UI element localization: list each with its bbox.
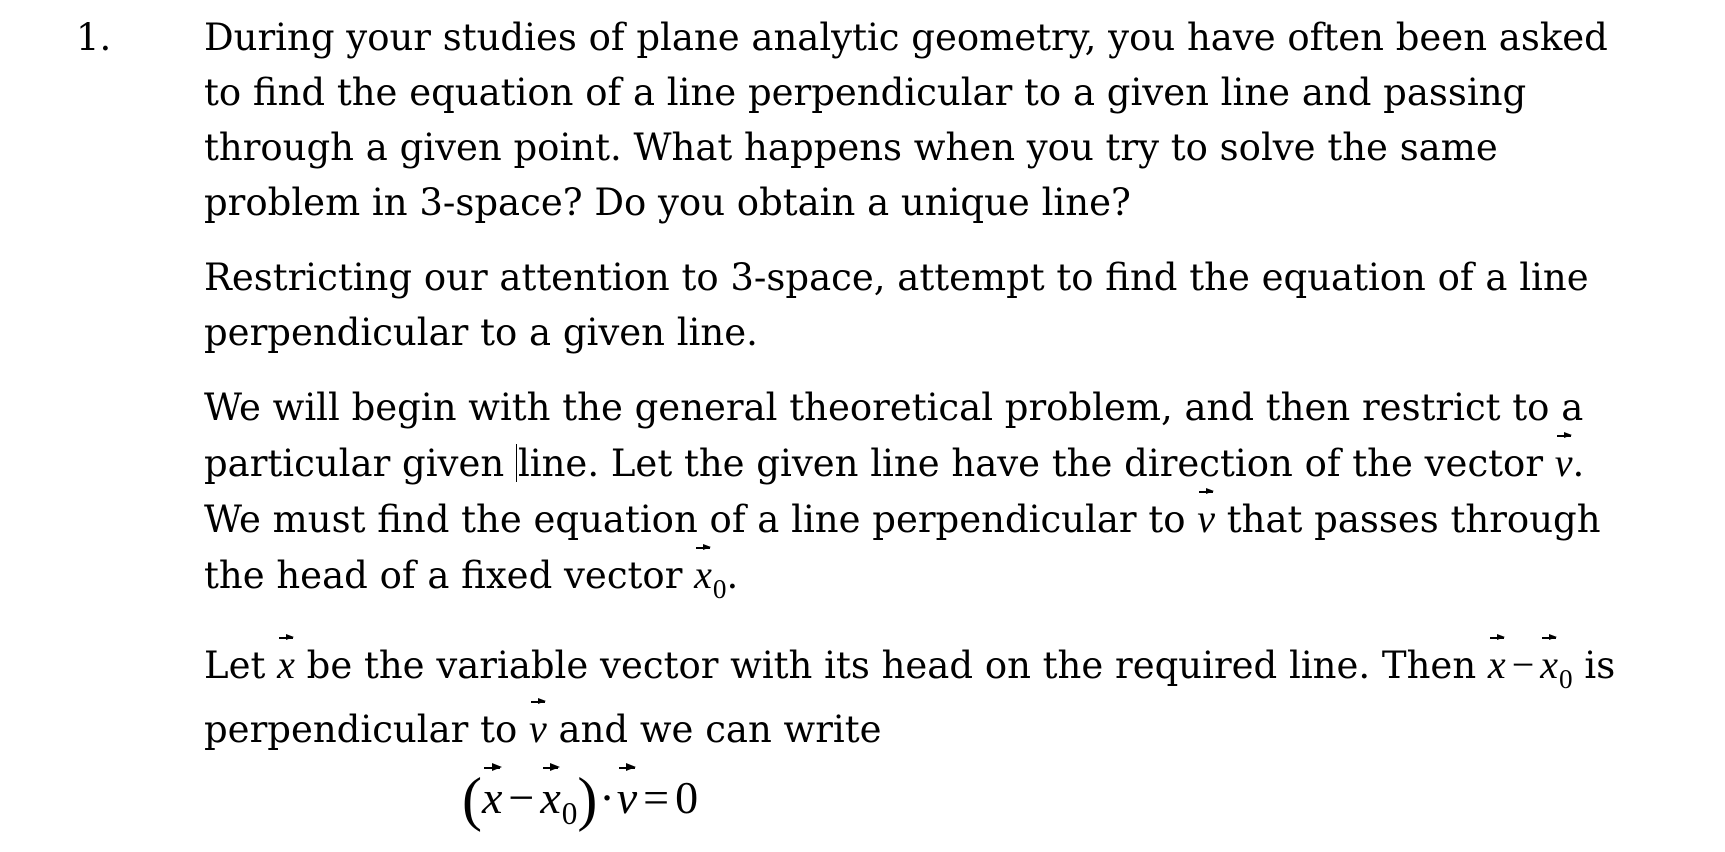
theory-text-2: line. Let the given line have the direction of the vector (517, 442, 1555, 485)
difference-expression: $x - x_0$ (1488, 642, 1573, 687)
theory-text-5: . (726, 554, 739, 597)
problem-body (204, 10, 1644, 760)
paragraph-derivation (204, 635, 1644, 760)
vector-x0: $x_0$ (694, 552, 726, 597)
paragraph-restriction: Restricting our attention to 3-space, attempt to find the equation of a line perpendicular to a given line. (204, 256, 1589, 354)
vector-v: v (1555, 440, 1573, 485)
derivation-text-1: Let (204, 644, 278, 687)
perpendicularity-equation: $(x - x_0)\cdot v = 0$ (462, 766, 699, 832)
theory-text-4: that passes through the head of a fixed vector (204, 498, 1601, 597)
text-cursor (516, 444, 517, 482)
derivation-text-3: is perpendicular to (204, 644, 1616, 751)
derivation-text-4: and we can write (546, 708, 882, 751)
problem-number: 1. (76, 16, 112, 59)
theory-text-3: . We must find the equation of a line perpendicular to (204, 442, 1585, 541)
vector-v: v (529, 706, 547, 751)
vector-v: v (1197, 496, 1215, 541)
derivation-text-2: be the variable vector with its head on the required line. Then (294, 644, 1488, 687)
paragraph-intro: During your studies of plane analytic geometry, you have often been asked to find the equation of a line perpendicular to a given line and passing through a given point. What happens when you try to solve the same problem in 3-space? Do you obtain a unique line? (204, 16, 1608, 224)
paragraph-theory (204, 380, 1644, 607)
theory-text-1: We will begin with the general theoretical problem, and then restrict to a particular given (204, 386, 1584, 485)
vector-x: x (277, 642, 295, 687)
